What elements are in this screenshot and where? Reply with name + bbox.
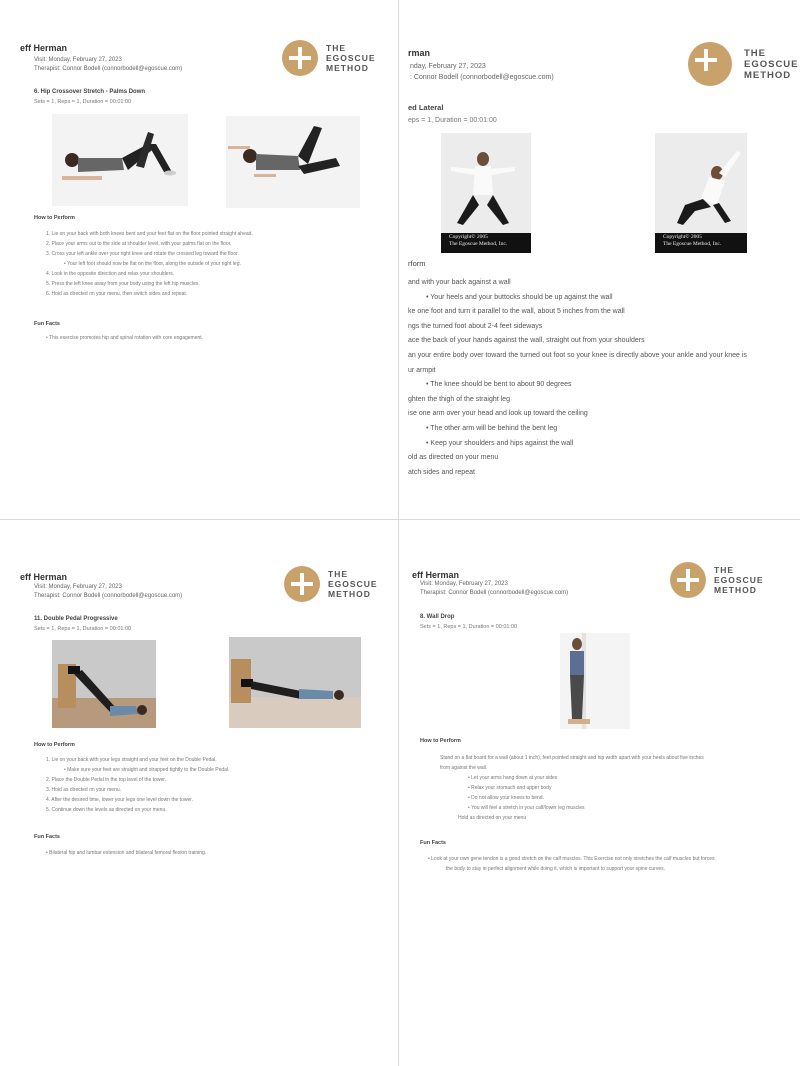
step-5: an your entire body over toward the turned out foot so your knee is directly above your ankle and your knee is [408, 351, 747, 359]
how-to-perform-heading: rform [408, 259, 426, 268]
step-2: Hold as directed on your menu [458, 815, 527, 821]
plus-circle-icon [670, 562, 706, 598]
logo-wordmark: THE EGOSCUE METHOD [744, 48, 799, 81]
fun-facts-heading: Fun Facts [34, 321, 60, 327]
exercise-photo-1 [52, 114, 188, 206]
step-9: atch sides and repeat [408, 468, 475, 476]
step-5-cont: ur armpit [408, 366, 436, 374]
patient-name: rman [408, 48, 431, 58]
how-to-perform-heading: How to Perform [34, 742, 75, 748]
plus-circle-icon [282, 40, 318, 76]
exercise-photo-2 [226, 116, 360, 208]
step-1-note-2: • Relax your stomach and upper body [440, 783, 704, 793]
instruction-list [46, 755, 229, 815]
photo-caption: Copyright© 2005 The Egoscue Method, Inc. [663, 234, 722, 247]
exercise-photo-2 [655, 133, 747, 253]
plus-circle-icon [688, 42, 732, 86]
page-panel-hip-crossover [0, 0, 400, 520]
exercise-sets: Sets = 1, Reps = 1, Duration = 00:01:00 [34, 99, 132, 105]
exercise-sets: eps = 1, Duration = 00:01:00 [408, 117, 497, 124]
egoscue-logo [284, 566, 400, 606]
step-7-note-1: • The other arm will be behind the bent leg [408, 422, 747, 437]
step-1: 1. Lie on your back with your legs straight and your feet on the Double Pedal. [46, 757, 217, 763]
therapist-line: Therapist: Connor Bodell (connorbodell@egoscue.com) [34, 593, 183, 599]
step-1: Stand on a flat board for a wall (about 1 inch), feet pointed straight and hip width apart with your heels about five inches [440, 755, 704, 761]
how-to-perform-heading: How to Perform [34, 215, 75, 221]
plus-circle-icon [284, 566, 320, 602]
exercise-photo-1 [441, 133, 531, 253]
step-2: 2. Place the Double Pedal in the top level of the tower. [46, 777, 167, 783]
page-seam-horizontal [0, 519, 800, 520]
instruction-list [408, 276, 747, 480]
exercise-photo-1 [52, 640, 156, 728]
patient-name: eff Herman [20, 43, 68, 53]
step-6: ghten the thigh of the straight leg [408, 395, 510, 403]
exercise-title: 8. Wall Drop [420, 614, 455, 620]
step-1-cont: from against the wall. [440, 765, 488, 771]
fun-fact: • Look at your own gene tendon is a good stretch on the calf muscles. This Exercise not only stretches the calf muscles but forces [428, 854, 715, 864]
fun-fact-cont: the body to stay in perfect alignment while doing it, which is important to support your spine curves. [446, 866, 666, 872]
step-2: 2. Place your arms out to the side at shoulder level, with your palms flat on the floor. [46, 241, 232, 247]
logo-wordmark: THE EGOSCUE METHOD [714, 565, 764, 595]
instruction-list [440, 753, 704, 823]
step-3: ngs the turned foot about 2-4 feet sideways [408, 322, 543, 330]
therapist-line: : Connor Bodell (connorbodell@egoscue.com) [410, 74, 554, 81]
step-3: 3. Hold as directed on your menu. [46, 787, 122, 793]
fun-facts-heading: Fun Facts [420, 840, 446, 846]
patient-name: eff Herman [20, 572, 68, 582]
page-panel-wall-drop [400, 520, 800, 1066]
egoscue-logo [670, 562, 800, 602]
visit-date: Visit: Monday, February 27, 2023 [420, 581, 508, 587]
visit-date: Visit: Monday, February 27, 2023 [34, 584, 122, 590]
page-panel-lateral-stretch [400, 0, 800, 520]
fun-facts-heading: Fun Facts [34, 834, 60, 840]
egoscue-logo [688, 42, 800, 82]
step-4: 4. Look in the opposite direction and relax your shoulders. [46, 271, 175, 277]
exercise-photo-2 [229, 637, 361, 728]
fun-fact: • Bilateral hip and lumbar extension and bilateral femoral flexion training. [46, 848, 206, 858]
fun-facts-list [46, 848, 206, 858]
step-1-note-4: • You will feel a stretch in your calf/lower leg muscles [440, 803, 704, 813]
fun-fact: • This exercise promotes hip and spinal rotation with core engagement. [46, 333, 203, 343]
visit-date: nday, February 27, 2023 [410, 63, 486, 70]
exercise-title: 11. Double Pedal Progressive [34, 616, 118, 622]
step-6: 6. Hold as directed on your menu, then switch sides and repeat. [46, 291, 188, 297]
instruction-list [46, 229, 253, 299]
step-5: 5. Press the left knee away from your body using the left hip muscles. [46, 281, 200, 287]
therapist-line: Therapist: Connor Bodell (connorbodell@egoscue.com) [34, 66, 183, 72]
exercise-photo [560, 633, 630, 729]
step-1-note: • Your heels and your buttocks should be up against the wall [408, 291, 747, 306]
step-1-note-1: • Let your arms hang down at your sides [440, 773, 704, 783]
page-panel-double-pedal [0, 520, 400, 1066]
step-7-note-2: • Keep your shoulders and hips against the wall [408, 437, 747, 452]
step-5: 5. Continue down the levels as directed on your menu. [46, 807, 167, 813]
step-3-note: • Your left foot should now be flat on the floor, along the outside of your right leg. [46, 259, 253, 269]
step-1-note-3: • Do not allow your knees to bend. [440, 793, 704, 803]
step-4: ace the back of your hands against the wall, straight out from your shoulders [408, 337, 645, 345]
fun-facts-list [428, 854, 715, 874]
patient-name: eff Herman [412, 570, 460, 580]
exercise-title: ed Lateral [408, 103, 444, 112]
step-2: ke one foot and turn it parallel to the wall, about 5 inches from the wall [408, 308, 625, 316]
step-8: old as directed on your menu [408, 454, 499, 462]
egoscue-logo [282, 40, 400, 80]
therapist-line: Therapist: Connor Bodell (connorbodell@egoscue.com) [420, 590, 569, 596]
exercise-title: 6. Hip Crossover Stretch - Palms Down [34, 89, 146, 95]
logo-wordmark: THE EGOSCUE METHOD [326, 43, 376, 73]
visit-date: Visit: Monday, February 27, 2023 [34, 57, 122, 63]
step-1-note: • Make sure your feet are straight and strapped tightly to the Double Pedal. [46, 765, 229, 775]
exercise-sets: Sets = 1, Reps = 1, Duration = 00:01:00 [34, 626, 132, 632]
step-1: 1. Lie on your back with both knees bent and your feet flat on the floor pointed straight ahead. [46, 231, 253, 237]
step-1: and with your back against a wall [408, 279, 511, 286]
photo-caption: Copyright© 2005 The Egoscue Method, Inc. [449, 234, 508, 247]
step-4: 4. After the desired time, lower your legs one level down the tower. [46, 797, 194, 803]
exercise-sets: Sets = 1, Reps = 1, Duration = 00:01:00 [420, 624, 518, 630]
page-seam-vertical [398, 0, 399, 1066]
step-5-note: • The knee should be bent to about 90 degrees [408, 378, 747, 393]
logo-wordmark: THE EGOSCUE METHOD [328, 569, 378, 599]
fun-facts-list [46, 333, 203, 343]
step-7: ise one arm over your head and look up toward the ceiling [408, 410, 588, 418]
how-to-perform-heading: How to Perform [420, 738, 461, 744]
step-3: 3. Cross your left ankle over your right knee and rotate the crossed leg toward the floor. [46, 251, 239, 257]
